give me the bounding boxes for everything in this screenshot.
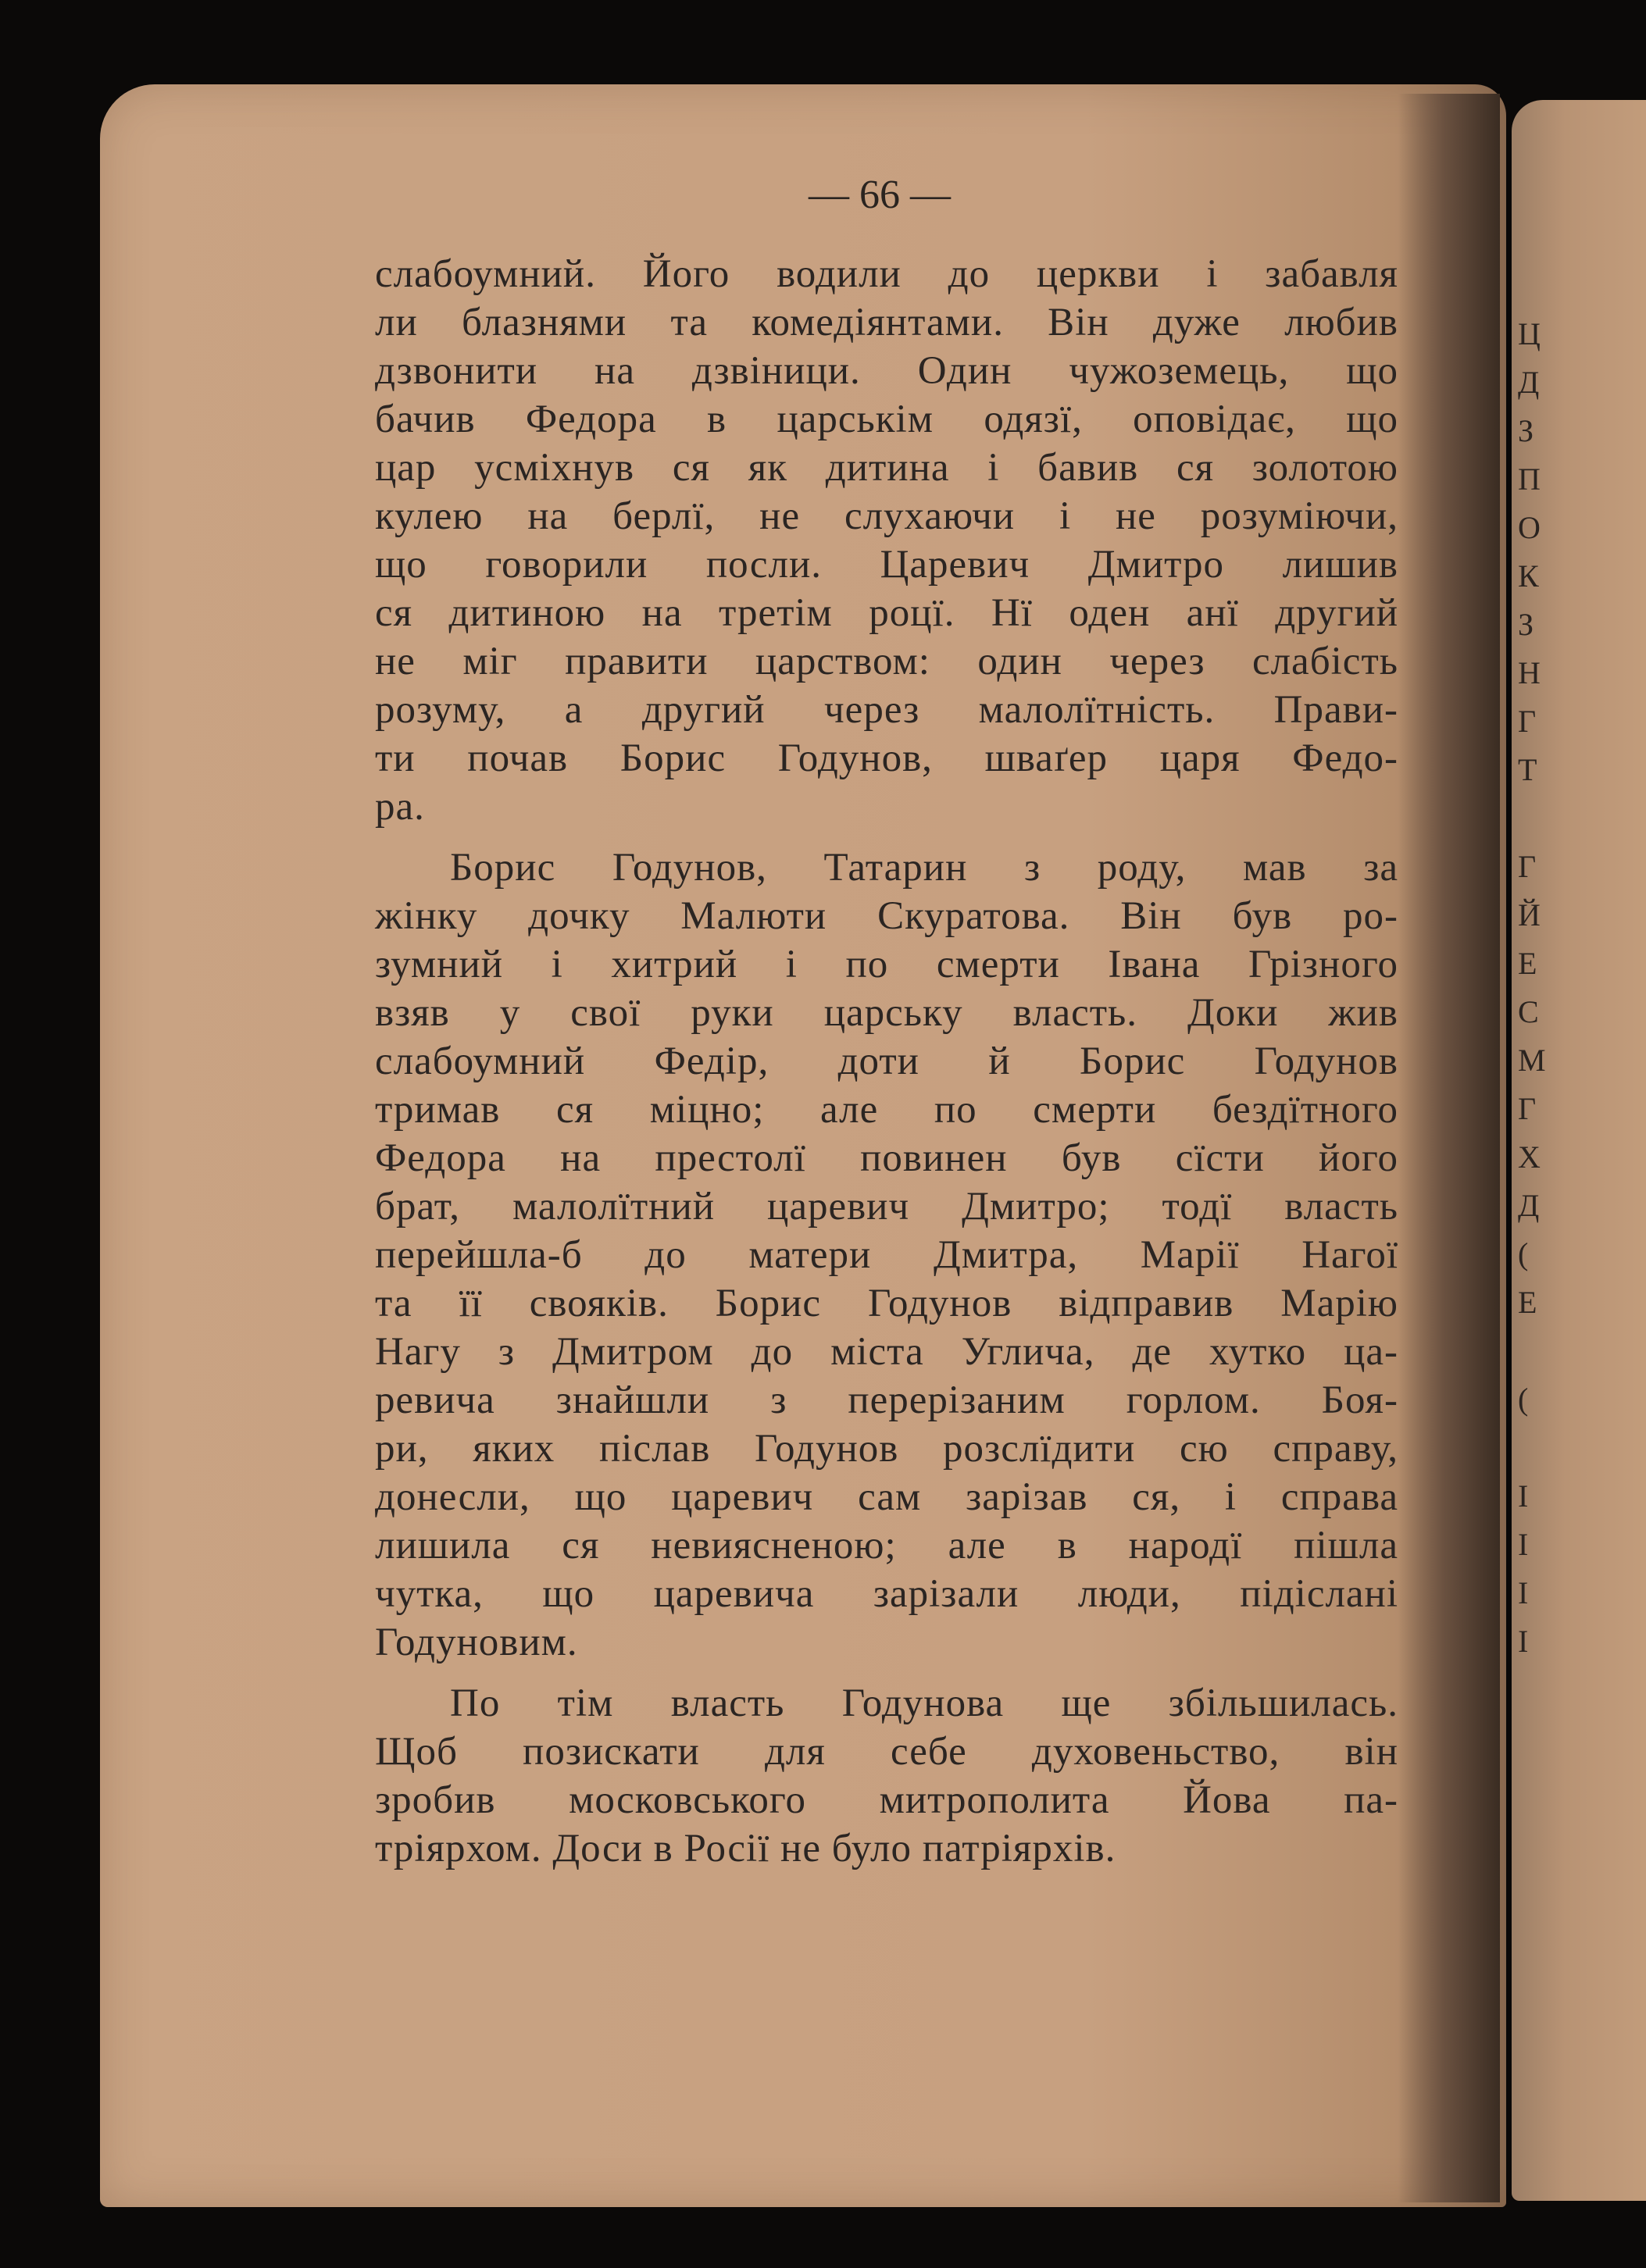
text-line: ли блазнями та комедіянтами. Він дуже любив	[375, 301, 1398, 344]
next-page-edge-glyph: І	[1518, 1624, 1529, 1659]
text-line: Федора на престолї повинен був сїсти його	[375, 1136, 1398, 1180]
next-page-edge-glyph: І	[1518, 1478, 1529, 1514]
next-page-edge-glyph: М	[1518, 1043, 1546, 1078]
next-page-edge-glyph: К	[1518, 558, 1539, 594]
text-line: По тім власть Годунова ще збільшилась.	[450, 1681, 1398, 1725]
text-line: слабоумний Федір, доти й Борис Годунов	[375, 1040, 1398, 1083]
next-page-edge-glyph: Д	[1518, 365, 1540, 400]
next-page-edge-glyph: Т	[1518, 752, 1537, 787]
page-number: — 66 —	[809, 173, 951, 217]
body-text	[375, 250, 1398, 1873]
text-line: ри, яких післав Годунов розслїдити сю справу,	[375, 1427, 1398, 1471]
next-page-edge-glyph: Й	[1518, 897, 1541, 933]
text-line: та її свояків. Борис Годунов відправив Марію	[375, 1282, 1398, 1325]
page-gutter-shadow	[1398, 94, 1500, 2202]
text-line: зумний і хитрий і по смерти Івана Грізного	[375, 943, 1398, 986]
text-line: Годуновим.	[375, 1621, 578, 1664]
paragraph-3	[375, 1679, 1398, 1873]
text-line: ревича знайшли з перерізаним горлом. Боя-	[375, 1378, 1398, 1422]
text-line: кулею на берлї, не слухаючи і не розуміючи,	[375, 494, 1398, 538]
next-page-edge-glyph: С	[1518, 994, 1539, 1029]
text-line: Щоб позискати для себе духовеньство, він	[375, 1730, 1398, 1774]
next-page-edge-glyph: І	[1518, 1527, 1529, 1562]
paragraph-2	[375, 843, 1398, 1667]
next-page-edge-glyph: О	[1518, 510, 1541, 545]
text-line: Нагу з Дмитром до міста Углича, де хутко ца-	[375, 1330, 1398, 1374]
text-line: дзвонити на дзвіници. Один чужоземець, що	[375, 349, 1398, 393]
next-page-edge-glyph: З	[1518, 413, 1534, 448]
next-page-edge-glyph: Е	[1518, 946, 1537, 981]
next-page-edge-glyph: Х	[1518, 1139, 1541, 1175]
text-line: тримав ся міцно; але по смерти бездїтного	[375, 1088, 1398, 1132]
next-page-edge-glyph: Н	[1518, 655, 1541, 690]
text-line: зробив московського митрополита Йова па-	[375, 1778, 1398, 1822]
text-line: тріярхом. Доси в Росії не було патріярхів.	[375, 1827, 1116, 1870]
text-line: взяв у свої руки царську власть. Доки жив	[375, 991, 1398, 1035]
text-line: брат, малолїтний царевич Дмитро; тодї власть	[375, 1185, 1398, 1228]
text-line: жінку дочку Малюти Скуратова. Він був ро-	[375, 894, 1398, 938]
next-page-edge-glyph: (	[1518, 1382, 1529, 1417]
next-page-edge-glyph: Е	[1518, 1285, 1537, 1320]
text-line: не міг правити царством: один через слабість	[375, 640, 1398, 683]
text-line: розуму, а другий через малолїтність. Прави-	[375, 688, 1398, 732]
next-page-edge-glyph: Г	[1518, 849, 1537, 884]
book-page-right-edge	[1512, 100, 1646, 2201]
text-line: Борис Годунов, Татарин з роду, мав за	[450, 846, 1398, 890]
text-line: цар усміхнув ся як дитина і бавив ся золотою	[375, 446, 1398, 490]
next-page-edge-glyph: П	[1518, 462, 1541, 497]
text-line: ся дитиною на третім роцї. Нї оден анї другий	[375, 591, 1398, 635]
text-line: лишила ся невиясненою; але в народї пішла	[375, 1524, 1398, 1567]
next-page-edge-glyph: І	[1518, 1575, 1529, 1610]
paragraph-gap	[375, 831, 1398, 843]
text-line: перейшла-б до матери Дмитра, Марії Нагої	[375, 1233, 1398, 1277]
text-line: бачив Федора в царськім одязї, оповідає, що	[375, 398, 1398, 441]
text-line: чутка, що царевича зарізали люди, підіслані	[375, 1572, 1398, 1616]
next-page-edge-glyph: З	[1518, 607, 1534, 642]
text-line: донесли, що царевич сам зарізав ся, і справа	[375, 1475, 1398, 1519]
next-page-edge-glyph: Ц	[1518, 316, 1541, 351]
text-line: що говорили посли. Царевич Дмитро лишив	[375, 543, 1398, 587]
next-page-edge-glyph: Д	[1518, 1188, 1540, 1223]
paragraph-1	[375, 250, 1398, 831]
paragraph-gap	[375, 1667, 1398, 1679]
text-line: ра.	[375, 785, 425, 829]
text-line: слабоумний. Його водили до церкви і забавля	[375, 252, 1398, 296]
next-page-edge-glyph: Г	[1518, 704, 1537, 739]
next-page-edge-glyph: Г	[1518, 1091, 1537, 1126]
text-line: ти почав Борис Годунов, шваґер царя Федо-	[375, 736, 1398, 780]
next-page-edge-glyph: (	[1518, 1236, 1529, 1271]
